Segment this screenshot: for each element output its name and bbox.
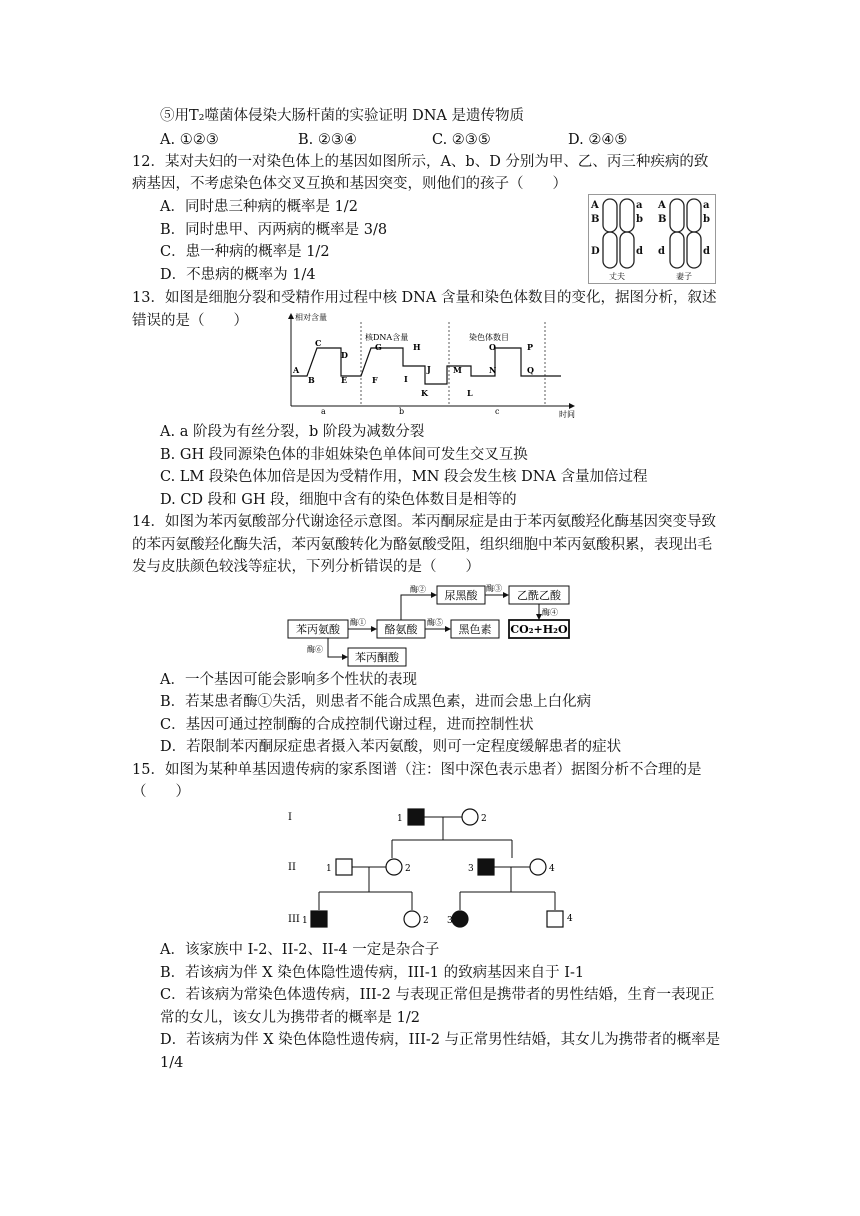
co2-water-node: CO₂+H₂O [510,623,568,636]
dna-series-label: 核DNA含量 [365,333,409,342]
point-label: N [489,365,497,375]
q13-stem: 13．如图是细胞分裂和受精作用过程中核 DNA 含量和染色体数目的变化，据图分析，叙述 [132,290,717,306]
gene-label: b [703,214,710,225]
q14-option-a: A．一个基因可能会影响多个性状的表现 [160,672,417,688]
tyrosine-node: 酪氨酸 [384,623,418,636]
husband-label: 丈夫 [609,272,625,281]
point-label: P [527,342,534,352]
q12-option-d: D．不患病的概率为 1/4 [160,267,316,283]
enzyme-6-label: 酶⑥ [307,645,323,654]
point-label: A [293,365,300,375]
q14-option-b: B．若某患者酶①失活，则患者不能合成黑色素，进而会患上白化病 [160,694,592,710]
individual-number: 4 [549,864,555,874]
point-label: Q [527,365,534,375]
metabolic-pathway-diagram [285,578,575,668]
q14-option-d: D．若限制苯丙酮尿症患者摄入苯丙氨酸，则可一定程度缓解患者的症状 [160,739,622,755]
point-label: D [341,350,348,360]
q14-option-c: C．基因可通过控制酶的合成控制代谢过程，进而控制性状 [160,717,534,733]
pedigree-chart [282,800,612,934]
generation-label: I [288,812,292,823]
q11-option-b: B. ②③④ [298,132,357,148]
q11-item5: ⑤用T₂噬菌体侵染大肠杆菌的实验证明 DNA 是遗传物质 [160,108,524,124]
individual-number: 2 [481,814,487,824]
q15-option-d: D．若该病为伴 X 染色体隐性遗传病，III-2 与正常男性结婚，其女儿为携带者的概率是 [160,1032,721,1048]
enzyme-5-label: 酶⑤ [427,618,443,627]
acetoacetate-node: 乙酰乙酸 [517,589,561,602]
gene-label: B [591,214,600,225]
individual-number: 1 [397,814,403,824]
point-label: K [421,388,428,398]
q13-option-a: A. a 阶段为有丝分裂，b 阶段为减数分裂 [160,424,425,440]
point-label: B [308,375,315,385]
phase-b-label: b [399,407,405,416]
point-label: O [489,342,496,352]
q12-option-a: A．同时患三种病的概率是 1/2 [160,199,358,215]
melanin-node: 黑色素 [458,623,492,636]
q11-option-a: A. ①②③ [160,132,219,148]
phenylpyruvic-acid-node: 苯丙酮酸 [355,651,399,664]
q15-option-c-cont: 常的女儿，该女儿为携带者的概率是 1/2 [160,1010,420,1026]
phase-c-label: c [495,407,500,416]
q15-option-b: B．若该病为伴 X 染色体隐性遗传病，III-1 的致病基因来自于 I-1 [160,965,585,981]
q13-stem-2: 错误的是（ ） [132,313,248,329]
enzyme-3-label: 酶③ [486,584,502,593]
gene-label: d [703,246,710,257]
gene-label: B [658,214,667,225]
homogentisic-acid-node: 尿黑酸 [444,589,478,602]
q12-stem: 12．某对夫妇的一对染色体上的基因如图所示，A、b、D 分别为甲、乙、丙三种疾病的致 [132,154,709,170]
q12-stem-2: 病基因，不考虑染色体交叉互换和基因突变，则他们的孩子（ ） [132,176,567,192]
point-label: L [467,388,473,398]
q15-option-c: C．若该病为常染色体遗传病，III-2 与表现正常但是携带者的男性结婚，生育一表现正 [160,987,715,1003]
chromosome-figure [588,194,716,284]
individual-number: 2 [423,916,429,926]
point-label: I [404,374,408,384]
point-label: M [453,365,462,375]
point-label: G [375,342,382,352]
enzyme-4-label: 酶④ [542,608,558,617]
q15-stem-2: （ ） [132,784,190,800]
gene-label: A [591,200,599,211]
point-label: J [427,364,431,374]
q11-option-c: C. ②③⑤ [432,132,491,148]
q15-option-d-cont: 1/4 [160,1055,184,1071]
q15-option-a: A．该家族中 I-2、II-2、II-4 一定是杂合子 [160,942,440,958]
q13-option-b: B. GH 段同源染色体的非姐妹染色单体间可发生交叉互换 [160,447,528,463]
individual-number: 1 [326,864,332,874]
gene-label: a [703,200,710,211]
individual-number: 3 [447,916,453,926]
individual-number: 4 [567,914,573,924]
point-label: H [413,342,421,352]
gene-label: d [658,246,665,257]
x-axis-label: 时间 [559,410,575,419]
generation-label: III [288,914,300,925]
point-label: C [315,338,322,348]
q14-stem: 14．如图为苯丙氨酸部分代谢途径示意图。苯丙酮尿症是由于苯丙氨酸羟化酶基因突变导致 [132,514,716,530]
individual-number: 3 [468,864,474,874]
wife-label: 妻子 [676,272,692,281]
point-label: F [372,375,378,385]
individual-number: 1 [302,916,308,926]
phase-a-label: a [321,407,326,416]
q11-option-d: D. ②④⑤ [568,132,628,148]
q14-stem-3: 发与皮肤颜色较浅等症状，下列分析错误的是（ ） [132,559,480,575]
gene-label: a [636,200,643,211]
q14-stem-2: 的苯丙氨酸羟化酶失活，苯丙氨酸转化为酪氨酸受阻，组织细胞中苯丙氨酸积累，表现出毛 [132,537,712,553]
gene-label: b [636,214,643,225]
enzyme-2-label: 酶② [410,585,426,594]
dna-chromosome-chart [283,310,583,420]
gene-label: A [658,200,666,211]
point-label: E [341,375,348,385]
phenylalanine-node: 苯丙氨酸 [296,623,340,636]
gene-label: D [591,246,600,257]
q13-option-d: D. CD 段和 GH 段，细胞中含有的染色体数目是相等的 [160,492,517,508]
chromosome-series-label: 染色体数目 [469,333,509,342]
gene-label: d [636,246,643,257]
q12-option-b: B．同时患甲、丙两病的概率是 3/8 [160,222,388,238]
generation-label: II [288,862,296,873]
q15-stem: 15．如图为某种单基因遗传病的家系图谱（注：图中深色表示患者）据图分析不合理的是 [132,762,702,778]
individual-number: 2 [405,864,411,874]
q12-option-c: C．患一种病的概率是 1/2 [160,244,330,260]
enzyme-1-label: 酶① [350,618,366,627]
y-axis-label: 相对含量 [295,313,327,322]
q13-option-c: C. LM 段染色体加倍是因为受精作用，MN 段会发生核 DNA 含量加倍过程 [160,469,648,485]
